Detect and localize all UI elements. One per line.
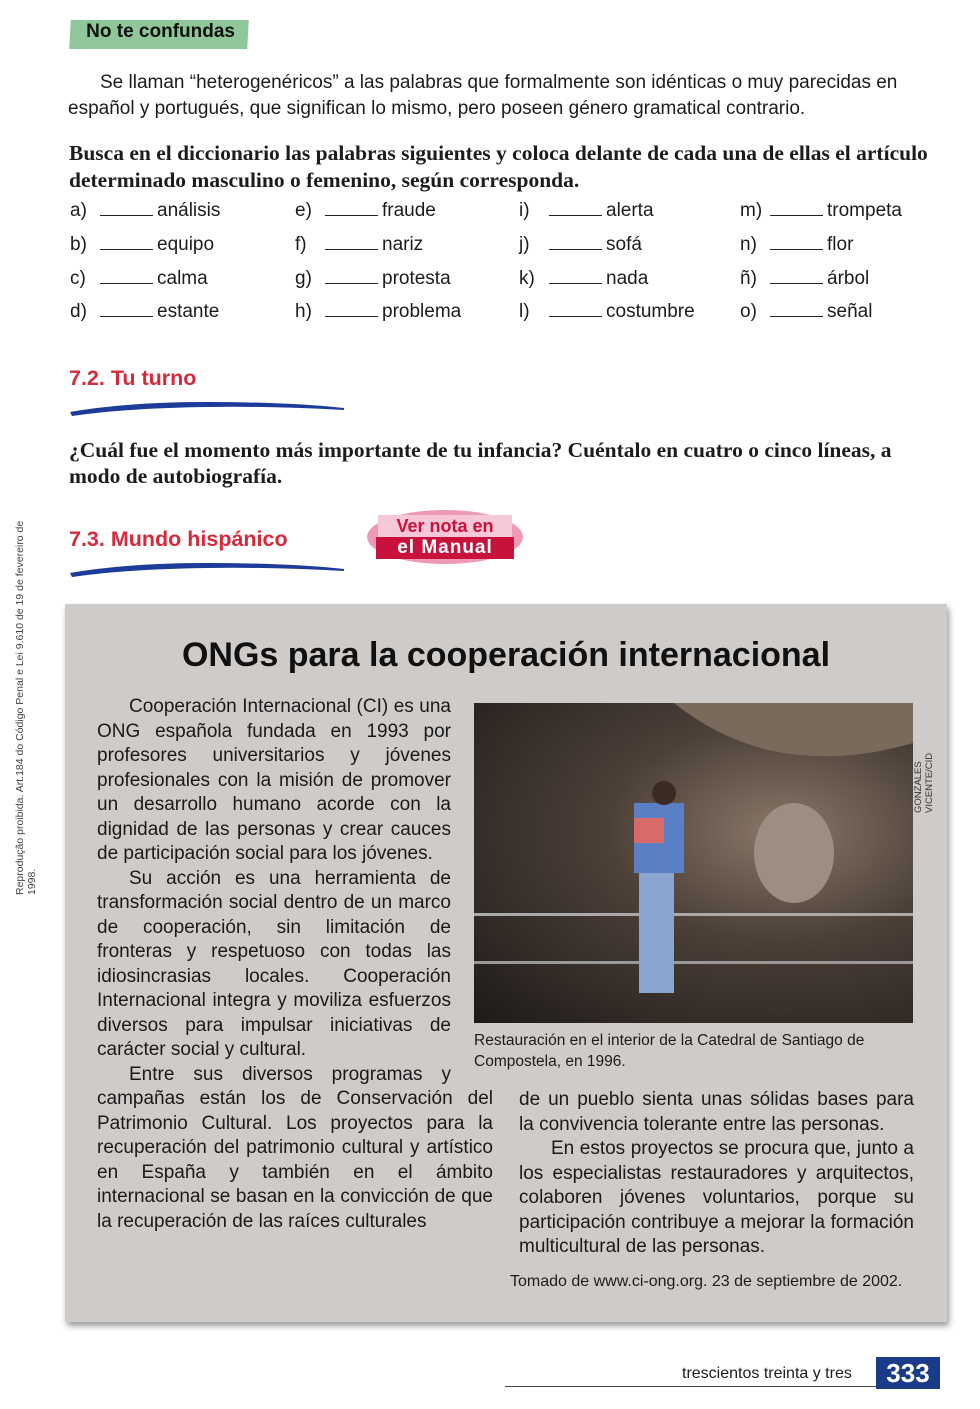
photo-caption: Restauración en el interior de la Catedral de Santiago de Compostela, en 1996. — [474, 1032, 865, 1070]
exercise-item — [519, 200, 744, 230]
item-word: protesta — [382, 268, 451, 289]
item-letter: o) — [740, 301, 757, 322]
answer-blank[interactable] — [770, 303, 823, 317]
answer-blank[interactable] — [100, 202, 153, 216]
answer-blank[interactable] — [100, 303, 153, 317]
brush-stroke-decoration — [68, 394, 348, 418]
item-word: equipo — [157, 234, 215, 255]
section-7-2-question: ¿Cuál fue el momento más importante de tu infancia? Cuéntalo en cuatro o cinco líneas, a modo de autobiografía. — [69, 438, 892, 488]
answer-blank[interactable] — [325, 303, 378, 317]
exercise-item — [70, 301, 295, 331]
answer-blank[interactable] — [549, 303, 602, 317]
page-number: 333 — [876, 1357, 940, 1389]
footer-rule — [505, 1386, 877, 1387]
item-word: calma — [157, 268, 208, 289]
exercise-item — [519, 234, 744, 264]
answer-blank[interactable] — [325, 236, 378, 250]
article-right-column: de un pueblo sienta unas sólidas bases para la convivencia tolerante entre las personas. En estos proyectos se procura que, junto a los especialistas restauradores y arquitectos, colaboren jóvenes voluntarios, porque su participación contribuye a mejorar la formación multicultural de las personas. — [519, 1089, 914, 1257]
article-left-column: Cooperación Internacional (CI) es una ONG española fundada en 1993 por profesores universitarios y jóvenes profesionales con la misión de promover un desarrollo humano acorde con la dignidad de las personas y crear cauces de participación social para los jóvenes. Su acción es una herramienta de transformación social dentro de un marco de cooperación, sin limitación de fronteras y respetuoso con todas las idiosincrasias locales. Cooperación Internacional integra y moviliza esfuerzos diversos para impulsar iniciativas de carácter social y cultural. Entre sus diversos programas y campañas están los de Conservación del Patrimonio Cultural. Los proyectos para la recuperación del patrimonio cultural y artístico en España y también en el ámbito internacional se basan en la convicción de que la recuperación de las raíces culturales — [97, 696, 493, 1232]
photo-credit: GONZALES VICENTE/CID — [913, 752, 935, 813]
exercise-item — [519, 301, 744, 331]
item-letter: a) — [70, 200, 87, 221]
item-letter: i) — [519, 200, 530, 221]
exercise-instruction: Busca en el diccionario las palabras siguientes y coloca delante de cada una de ellas el artículo determinado masculino o femenino, según corresponda. — [69, 141, 928, 192]
exercise-item — [70, 268, 295, 298]
answer-blank[interactable] — [325, 270, 378, 284]
exercise-item — [740, 268, 965, 298]
no-te-confundas-tag: No te confundas — [69, 20, 249, 49]
item-letter: g) — [295, 268, 312, 289]
exercise-item — [295, 234, 520, 264]
item-letter: j) — [519, 234, 530, 255]
article-title: ONGs para la cooperación internacional — [181, 636, 831, 674]
item-word: árbol — [827, 268, 870, 289]
answer-blank[interactable] — [549, 270, 602, 284]
intro-paragraph: Se llaman “heterogenéricos” a las palabras que formalmente son idénticas o muy parecidas en español y portugués, que significan lo mismo, pero poseen género gramatical contrario. — [68, 72, 898, 119]
exercise-item — [295, 200, 520, 230]
item-word: sofá — [606, 234, 642, 255]
item-word: señal — [827, 301, 873, 322]
section-7-3-heading: 7.3. Mundo hispánico — [69, 527, 288, 551]
copyright-side-note: Reprodução proibida. Art.184 do Código Penal e Lei 9.610 de 19 de fevereiro de 1998. — [14, 520, 38, 895]
item-letter: c) — [70, 268, 86, 289]
article-source: Tomado de www.ci-ong.org. 23 de septiembre de 2002. — [510, 1273, 903, 1290]
answer-blank[interactable] — [770, 270, 823, 284]
exercise-item — [295, 301, 520, 331]
exercise-item — [519, 268, 744, 298]
item-word: problema — [382, 301, 462, 322]
item-word: costumbre — [606, 301, 695, 322]
brush-stroke-decoration — [68, 555, 348, 579]
page-number-words: trescientos treinta y tres — [682, 1365, 852, 1382]
item-letter: e) — [295, 200, 312, 221]
item-word: trompeta — [827, 200, 902, 221]
answer-blank[interactable] — [100, 236, 153, 250]
answer-blank[interactable] — [770, 202, 823, 216]
item-letter: h) — [295, 301, 312, 322]
exercise-item — [70, 200, 295, 230]
item-letter: ñ) — [740, 268, 757, 289]
cathedral-restoration-photo — [474, 703, 913, 1023]
item-letter: l) — [519, 301, 530, 322]
item-word: nada — [606, 268, 649, 289]
item-letter: d) — [70, 301, 87, 322]
ver-nota-manual-badge: Ver nota en el Manual — [366, 508, 524, 566]
answer-blank[interactable] — [549, 202, 602, 216]
item-word: fraude — [382, 200, 436, 221]
answer-blank[interactable] — [549, 236, 602, 250]
answer-blank[interactable] — [770, 236, 823, 250]
answer-blank[interactable] — [100, 270, 153, 284]
item-word: flor — [827, 234, 854, 255]
exercise-item — [740, 200, 965, 230]
item-word: estante — [157, 301, 220, 322]
section-7-2-heading: 7.2. Tu turno — [69, 366, 197, 390]
exercise-item — [295, 268, 520, 298]
item-letter: m) — [740, 200, 763, 221]
exercise-item — [740, 301, 965, 331]
item-letter: k) — [519, 268, 535, 289]
item-letter: b) — [70, 234, 87, 255]
item-letter: f) — [295, 234, 307, 255]
item-word: alerta — [606, 200, 654, 221]
item-word: nariz — [382, 234, 424, 255]
exercise-item — [70, 234, 295, 264]
item-word: análisis — [157, 200, 221, 221]
exercise-item — [740, 234, 965, 264]
answer-blank[interactable] — [325, 202, 378, 216]
item-letter: n) — [740, 234, 757, 255]
